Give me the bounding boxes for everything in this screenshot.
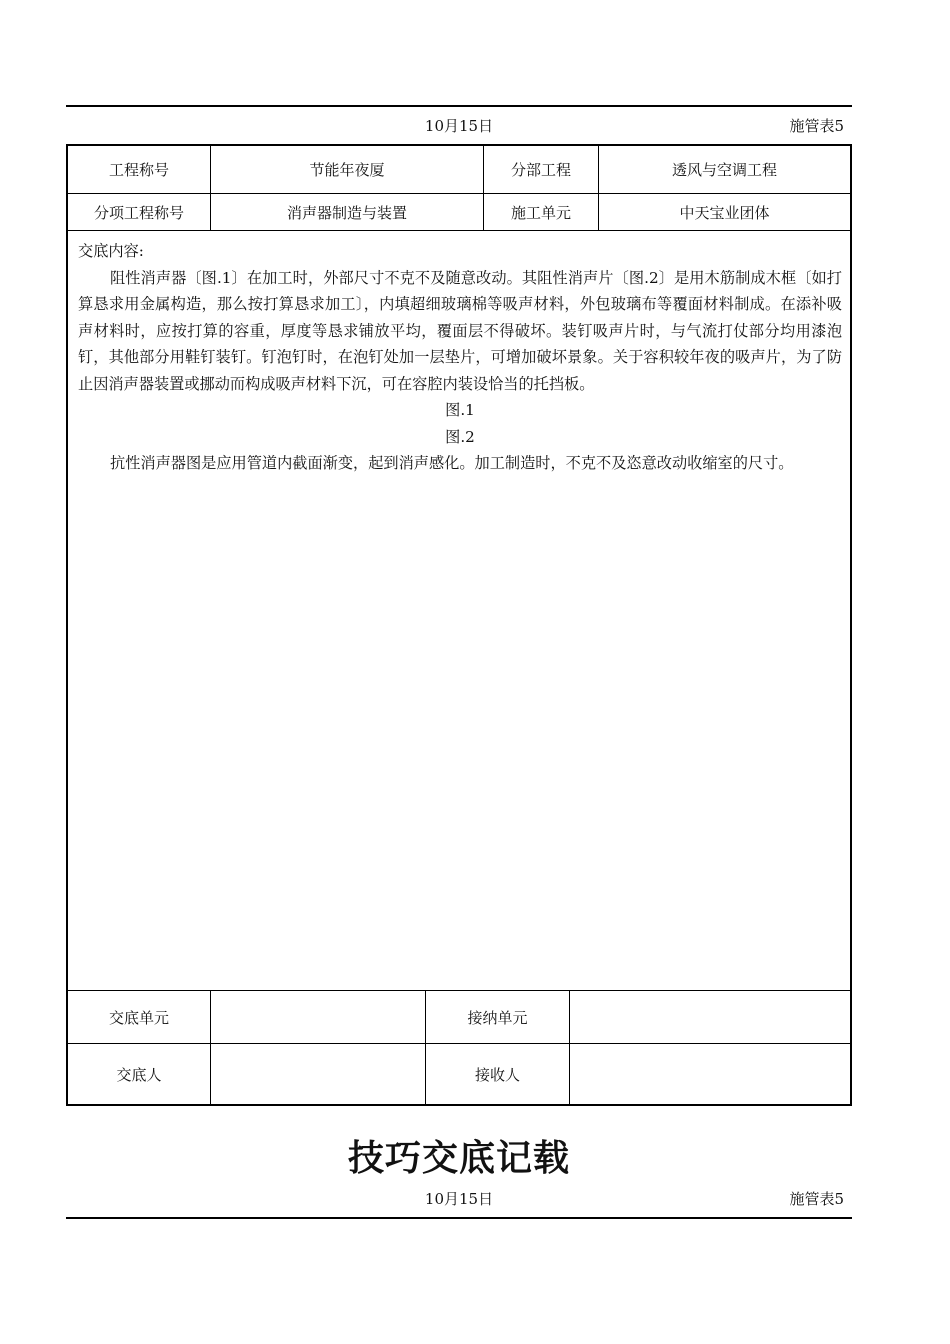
division-value: 透风与空调工程	[671, 161, 777, 179]
giver-person-value	[211, 1044, 426, 1105]
signature-row-2	[68, 1043, 850, 1105]
content-heading: 交底内容:	[78, 242, 144, 260]
form-code: 施管表5	[789, 117, 844, 135]
unit-value: 中天宝业团体	[679, 203, 770, 222]
giver-unit-label: 交底单元	[68, 991, 211, 1043]
figure-2-caption: 图.2	[445, 427, 475, 446]
project-name-label: 工程称号	[68, 146, 211, 193]
giver-person-label: 交底人	[68, 1044, 211, 1105]
content-paragraph-1: 阻性消声器〔图.1〕在加工时，外部尺寸不克不及随意改动。其阻性消声片〔图.2〕是用木筋制成木框〔如打算恳求用金属构造，那么按打算恳求加工〕，内填超细玻璃棉等吸声材料，外包玻璃布等覆面材料制成。在添补吸声材料时，应按打算的容重，厚度等恳求铺放平均，覆面层不得破坏。装钉吸声片时，与气流打仗部分均用漆泡钉，其他部分用鞋钉装钉。钉泡钉时，在泡钉处加一层垫片，可增加破坏景象。关于容积较年夜的吸声片，为了防止因消声器装置或挪动而构成吸声材料下沉，可在容腔内装设恰当的托挡板。	[78, 268, 842, 393]
page-meta-2	[66, 1186, 852, 1210]
date-text-2: 10月15日	[424, 1190, 494, 1208]
subitem-value: 消声器制造与装置	[211, 194, 484, 230]
signature-row-1	[68, 990, 850, 1043]
division-label: 分部工程	[484, 146, 599, 193]
content-paragraph-2: 抗性消声器图是应用管道内截面渐变，起到消声感化。加工制造时，不克不及恣意改动收缩室的尺寸。	[110, 454, 794, 472]
giver-unit-value	[211, 991, 426, 1043]
date-text: 10月15日	[424, 117, 494, 135]
receiver-unit-value	[570, 991, 850, 1043]
page-meta	[66, 113, 852, 137]
unit-label: 施工单元	[484, 194, 599, 230]
figure-1-caption: 图.1	[445, 401, 475, 419]
subitem-label: 分项工程称号	[68, 194, 211, 230]
project-name-value: 节能年夜厦	[211, 146, 484, 193]
bottom-rule	[66, 1217, 852, 1219]
document-title: 技巧交底记载	[347, 1138, 570, 1179]
info-row-2	[68, 194, 850, 231]
disclosure-form	[66, 144, 852, 1106]
top-rule	[66, 105, 852, 107]
receiver-person-value	[570, 1044, 850, 1105]
info-row-1	[68, 146, 850, 194]
form-code-2: 施管表5	[789, 1190, 844, 1208]
receiver-person-label: 接收人	[426, 1044, 570, 1105]
receiver-unit-label: 接纳单元	[426, 991, 570, 1043]
disclosure-content	[78, 238, 842, 477]
